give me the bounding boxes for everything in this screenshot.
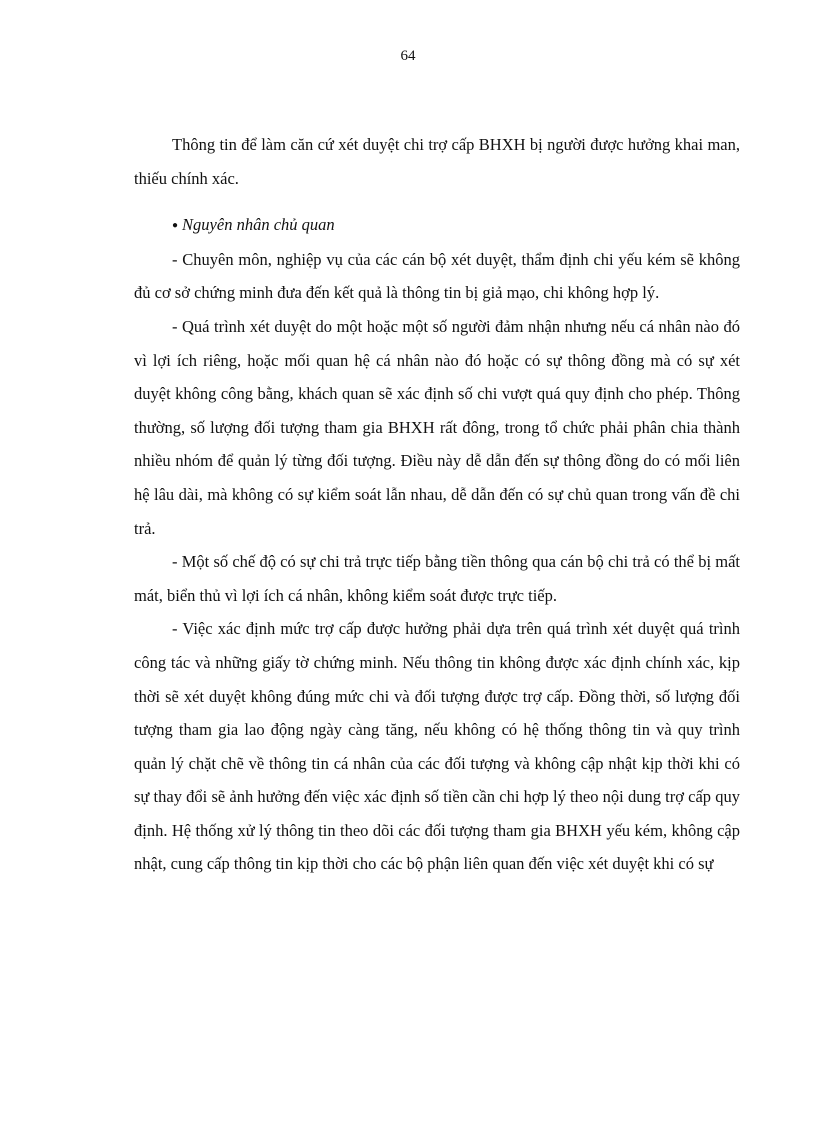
- body-paragraph: - Việc xác định mức trợ cấp được hưởng phải dựa trên quá trình xét duyệt quá trình công tác và những giấy tờ chứng minh. Nếu thông tin không được xác định chính xác, kịp thời sẽ xét duyệt không đúng mức chi và đối tượng được trợ cấp. Đồng thời, số lượng đối tượng tham gia lao động ngày càng tăng, nếu không có hệ thống thông tin và quy trình quản lý chặt chẽ về thông tin cá nhân của các đối tượng và không cập nhật kịp thời khi có sự thay đổi sẽ ảnh hưởng đến việc xác định số tiền cần chi hợp lý theo nội dung trợ cấp quy định. Hệ thống xử lý thông tin theo dõi các đối tượng tham gia BHXH yếu kém, không cập nhật, cung cấp thông tin kịp thời cho các bộ phận liên quan đến việc xét duyệt khi có sự: [134, 619, 740, 874]
- body-paragraph: - Chuyên môn, nghiệp vụ của các cán bộ xét duyệt, thẩm định chi yếu kém sẽ không đủ cơ sở chứng minh đưa đến kết quả là thông tin bị giả mạo, chi không hợp lý.: [134, 249, 740, 303]
- intro-paragraph: Thông tin để làm căn cứ xét duyệt chi trợ cấp BHXH bị người được hưởng khai man, thiếu chính xác.: [134, 135, 740, 188]
- bullet-icon: ●: [172, 220, 179, 232]
- document-body: [134, 128, 740, 881]
- body-paragraph: - Quá trình xét duyệt do một hoặc một số người đảm nhận nhưng nếu cá nhân nào đó vì lợi ích riêng, hoặc mối quan hệ cá nhân nào đó hoặc có sự thông đồng mà có sự xét duyệt không công bằng, khách quan sẽ xác định số chi vượt quá quy định cho phép. Thông thường, số lượng đối tượng tham gia BHXH rất đông, trong tổ chức phải phân chia thành nhiều nhóm để quản lý từng đối tượng. Điều này dễ dẫn đến sự thông đồng do có mối liên hệ lâu dài, mà không có sự kiểm soát lẫn nhau, dễ dẫn đến có sự chủ quan trong vấn đề chi trả.: [134, 316, 740, 538]
- section-heading-text: Nguyên nhân chủ quan: [182, 215, 335, 235]
- section-heading: [134, 208, 740, 243]
- page-number: 64: [400, 48, 416, 64]
- body-paragraph: - Một số chế độ có sự chi trả trực tiếp bằng tiền thông qua cán bộ chi trả có thể bị mất mát, biển thủ vì lợi ích cá nhân, không kiểm soát được trực tiếp.: [134, 552, 740, 605]
